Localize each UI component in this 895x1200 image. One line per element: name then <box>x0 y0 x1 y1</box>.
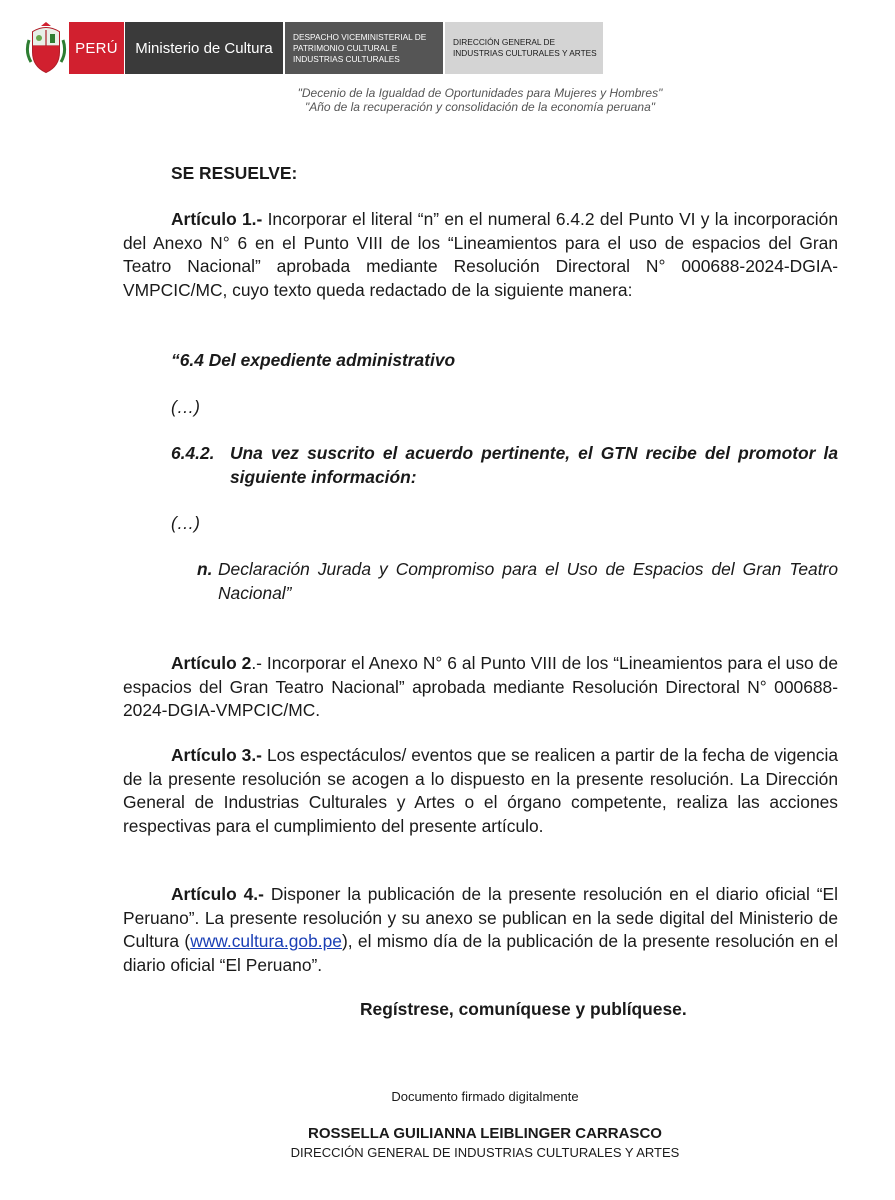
numeral-text: Una vez suscrito el acuerdo pertinente, el GTN recibe del promotor la siguiente información: <box>230 443 838 487</box>
ministry-label: Ministerio de Cultura <box>124 22 283 74</box>
vice-ministry-label: DESPACHO VICEMINISTERIAL DE PATRIMONIO CULTURAL E INDUSTRIAS CULTURALES <box>283 22 443 74</box>
article-3 <box>123 744 838 838</box>
article-1 <box>123 208 838 302</box>
item-n <box>197 558 838 605</box>
article-1-label: Artículo 1.- <box>171 209 263 229</box>
article-3-text: Los espectáculos/ eventos que se realicen a partir de la fecha de vigencia de la presente resolución se acogen a lo dispuesto en la presente resolución. La Dirección General de Industrias Culturales y Artes o el órgano competente, realiza las acciones respectivas para el cumplimiento del presente artículo. <box>123 745 839 836</box>
cultura-website-link[interactable]: www.cultura.gob.pe <box>190 931 342 952</box>
item-n-text: Declaración Jurada y Compromiso para el Uso de Espacios del Gran Teatro Nacional” <box>218 559 838 603</box>
digital-signature-note: Documento firmado digitalmente <box>391 1089 579 1104</box>
article-2 <box>123 652 838 723</box>
country-label: PERÚ <box>69 22 124 74</box>
numeral-6-4-2 <box>171 442 838 489</box>
article-3-label: Artículo 3.- <box>171 745 262 765</box>
item-n-label: n. <box>197 559 213 579</box>
directorate-label: DIRECCIÓN GENERAL DE INDUSTRIAS CULTURALES Y ARTES <box>443 22 603 74</box>
article-2-text: .- Incorporar el Anexo N° 6 al Punto VIII de los “Lineamientos para el uso de espacios del Gran Teatro Nacional” aprobada mediante Resolución Directoral N° 000688-2024-DGIA-VMPCIC/MC. <box>123 653 838 721</box>
coat-of-arms-icon <box>25 22 67 74</box>
article-4-text-a: Disponer la publicación de la presente resolución en el diario oficial “El Peruano”. La presente resolución y su anexo se publican en la sede digital del Ministerio de Cultura ( <box>123 884 838 952</box>
article-4 <box>123 883 838 977</box>
numeral-label: 6.4.2. <box>171 443 215 463</box>
article-4-text-b: ), el mismo día de la publicación de la presente resolución en el diario oficial “El Peruano”. <box>123 931 838 975</box>
official-mottos <box>250 86 710 114</box>
article-4-label: Artículo 4.- <box>171 884 264 904</box>
motto-year: "Año de la recuperación y consolidación de la economía peruana" <box>304 100 656 114</box>
letterhead <box>25 22 603 74</box>
signatory-department: DIRECCIÓN GENERAL DE INDUSTRIAS CULTURALES Y ARTES <box>290 1145 680 1160</box>
quote-heading: “6.4 Del expediente administrativo <box>171 350 456 370</box>
article-1-text: Incorporar el literal “n” en el numeral 6.4.2 del Punto VI y la incorporación del Anexo N° 6 en el Punto VIII de los “Lineamientos para el uso de espacios del Gran Teatro Nacional” aprobada mediante Resolución Directoral N° 000688-2024-DGIA-VMPCIC/MC, cuyo texto queda redactado de la siguiente manera: <box>123 209 838 300</box>
ellipsis-1: (…) <box>171 397 200 417</box>
article-2-label: Artículo 2 <box>171 653 252 673</box>
ellipsis-2: (…) <box>171 513 200 533</box>
signatory-name: ROSSELLA GUILIANNA LEIBLINGER CARRASCO <box>308 1125 662 1142</box>
closing-formula: Regístrese, comuníquese y publíquese. <box>360 999 687 1019</box>
motto-decade: "Decenio de la Igualdad de Oportunidades para Mujeres y Hombres" <box>297 86 663 100</box>
resolves-heading: SE RESUELVE: <box>171 163 298 183</box>
